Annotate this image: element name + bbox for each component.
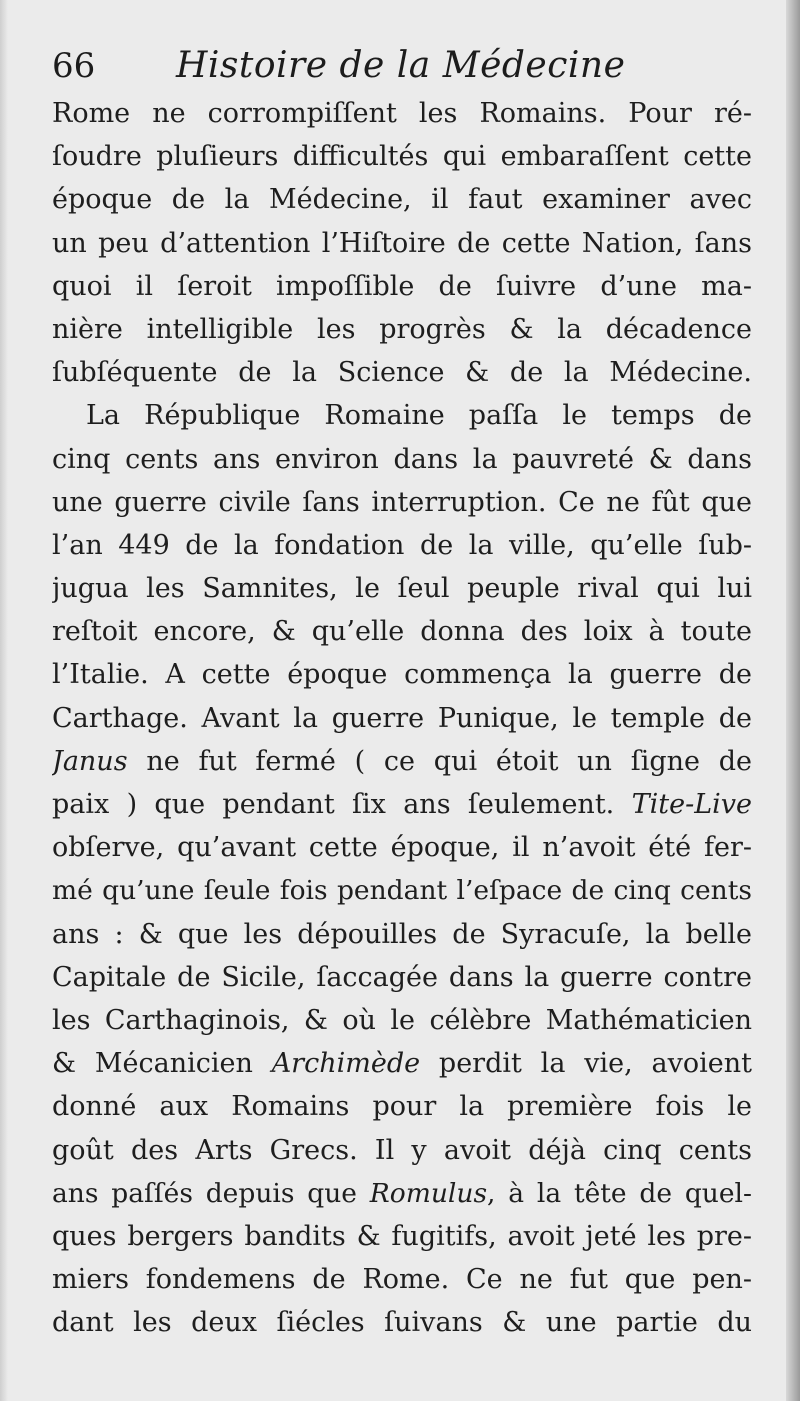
text-segment: ans paſſés depuis que — [52, 1177, 370, 1209]
page-number: 66 — [52, 46, 96, 86]
page-left-edge — [0, 0, 8, 1401]
text-line — [52, 740, 752, 783]
text-line — [52, 1172, 752, 1215]
text-line: époque de la Médecine, il faut examiner avec — [52, 184, 752, 216]
text-line: ans : & que les dépouilles de Syracuſe, la belle — [52, 918, 752, 950]
page-right-edge — [786, 0, 800, 1401]
text-line: quoi il ſeroit impoſſible de ſuivre d’une ma- — [52, 270, 752, 302]
text-line: Capitale de Sicile, ſaccagée dans la guerre contre — [52, 961, 752, 993]
italic-name: Janus — [52, 745, 128, 777]
text-line: nière intelligible les progrès & la décadence — [52, 313, 752, 345]
text-line: reſtoit encore, & qu’elle donna des loix à toute — [52, 616, 752, 648]
text-line: l’Italie. A cette époque commença la guerre de — [52, 659, 752, 691]
body-text — [52, 92, 752, 1344]
text-line: ques bergers bandits & fugitifs, avoit jeté les pre- — [52, 1220, 752, 1252]
text-line: l’an 449 de la fondation de la ville, qu’elle ſub- — [52, 529, 752, 561]
text-segment: perdit la vie, avoient — [420, 1048, 752, 1080]
text-segment: paix ) que pendant ſix ans ſeulement. — [52, 789, 632, 820]
text-segment: , à la tête de quel- — [487, 1177, 752, 1209]
text-line: dant les deux ſiécles ſuivans & une partie du — [52, 1307, 752, 1339]
text-line: donné aux Romains pour la première fois le — [52, 1091, 752, 1123]
text-line: jugua les Samnites, le ſeul peuple rival qui lui — [52, 573, 752, 605]
page-header — [52, 40, 752, 92]
text-line — [52, 1042, 752, 1085]
text-line: La République Romaine paſſa le temps de — [86, 400, 752, 432]
text-line: ſubſéquente de la Science & de la Médecine. — [52, 357, 752, 389]
running-title: Histoire de la Médecine — [176, 45, 626, 86]
text-segment: & Mécanicien — [52, 1048, 272, 1080]
text-line — [52, 783, 752, 826]
text-line: une guerre civile ſans interruption. Ce ne fût que — [52, 486, 752, 518]
text-line: obſerve, qu’avant cette époque, il n’avoit été fer- — [52, 832, 752, 864]
text-line: Carthage. Avant la guerre Punique, le temple de — [52, 702, 752, 734]
text-line: ſoudre pluſieurs difficultés qui embaraſſent cette — [52, 141, 752, 173]
text-line: miers fondemens de Rome. Ce ne fut que pen- — [52, 1264, 752, 1296]
text-line: un peu d’attention l’Hiſtoire de cette Nation, ſans — [52, 227, 752, 259]
text-line: Rome ne corrompiſſent les Romains. Pour ré- — [52, 98, 752, 129]
text-line: goût des Arts Grecs. Il y avoit déjà cinq cents — [52, 1134, 752, 1166]
italic-name: Tite-Live — [631, 789, 752, 820]
text-line: mé qu’une ſeule fois pendant l’eſpace de cinq cents — [52, 875, 752, 907]
text-line: les Carthaginois, & où le célèbre Mathématicien — [52, 1004, 752, 1036]
italic-name: Romulus — [369, 1177, 488, 1209]
text-line: cinq cents ans environ dans la pauvreté & dans — [52, 443, 752, 475]
italic-name: Archimède — [271, 1048, 421, 1080]
text-segment: ne fut fermé ( ce qui étoit un ſigne de — [127, 745, 752, 777]
